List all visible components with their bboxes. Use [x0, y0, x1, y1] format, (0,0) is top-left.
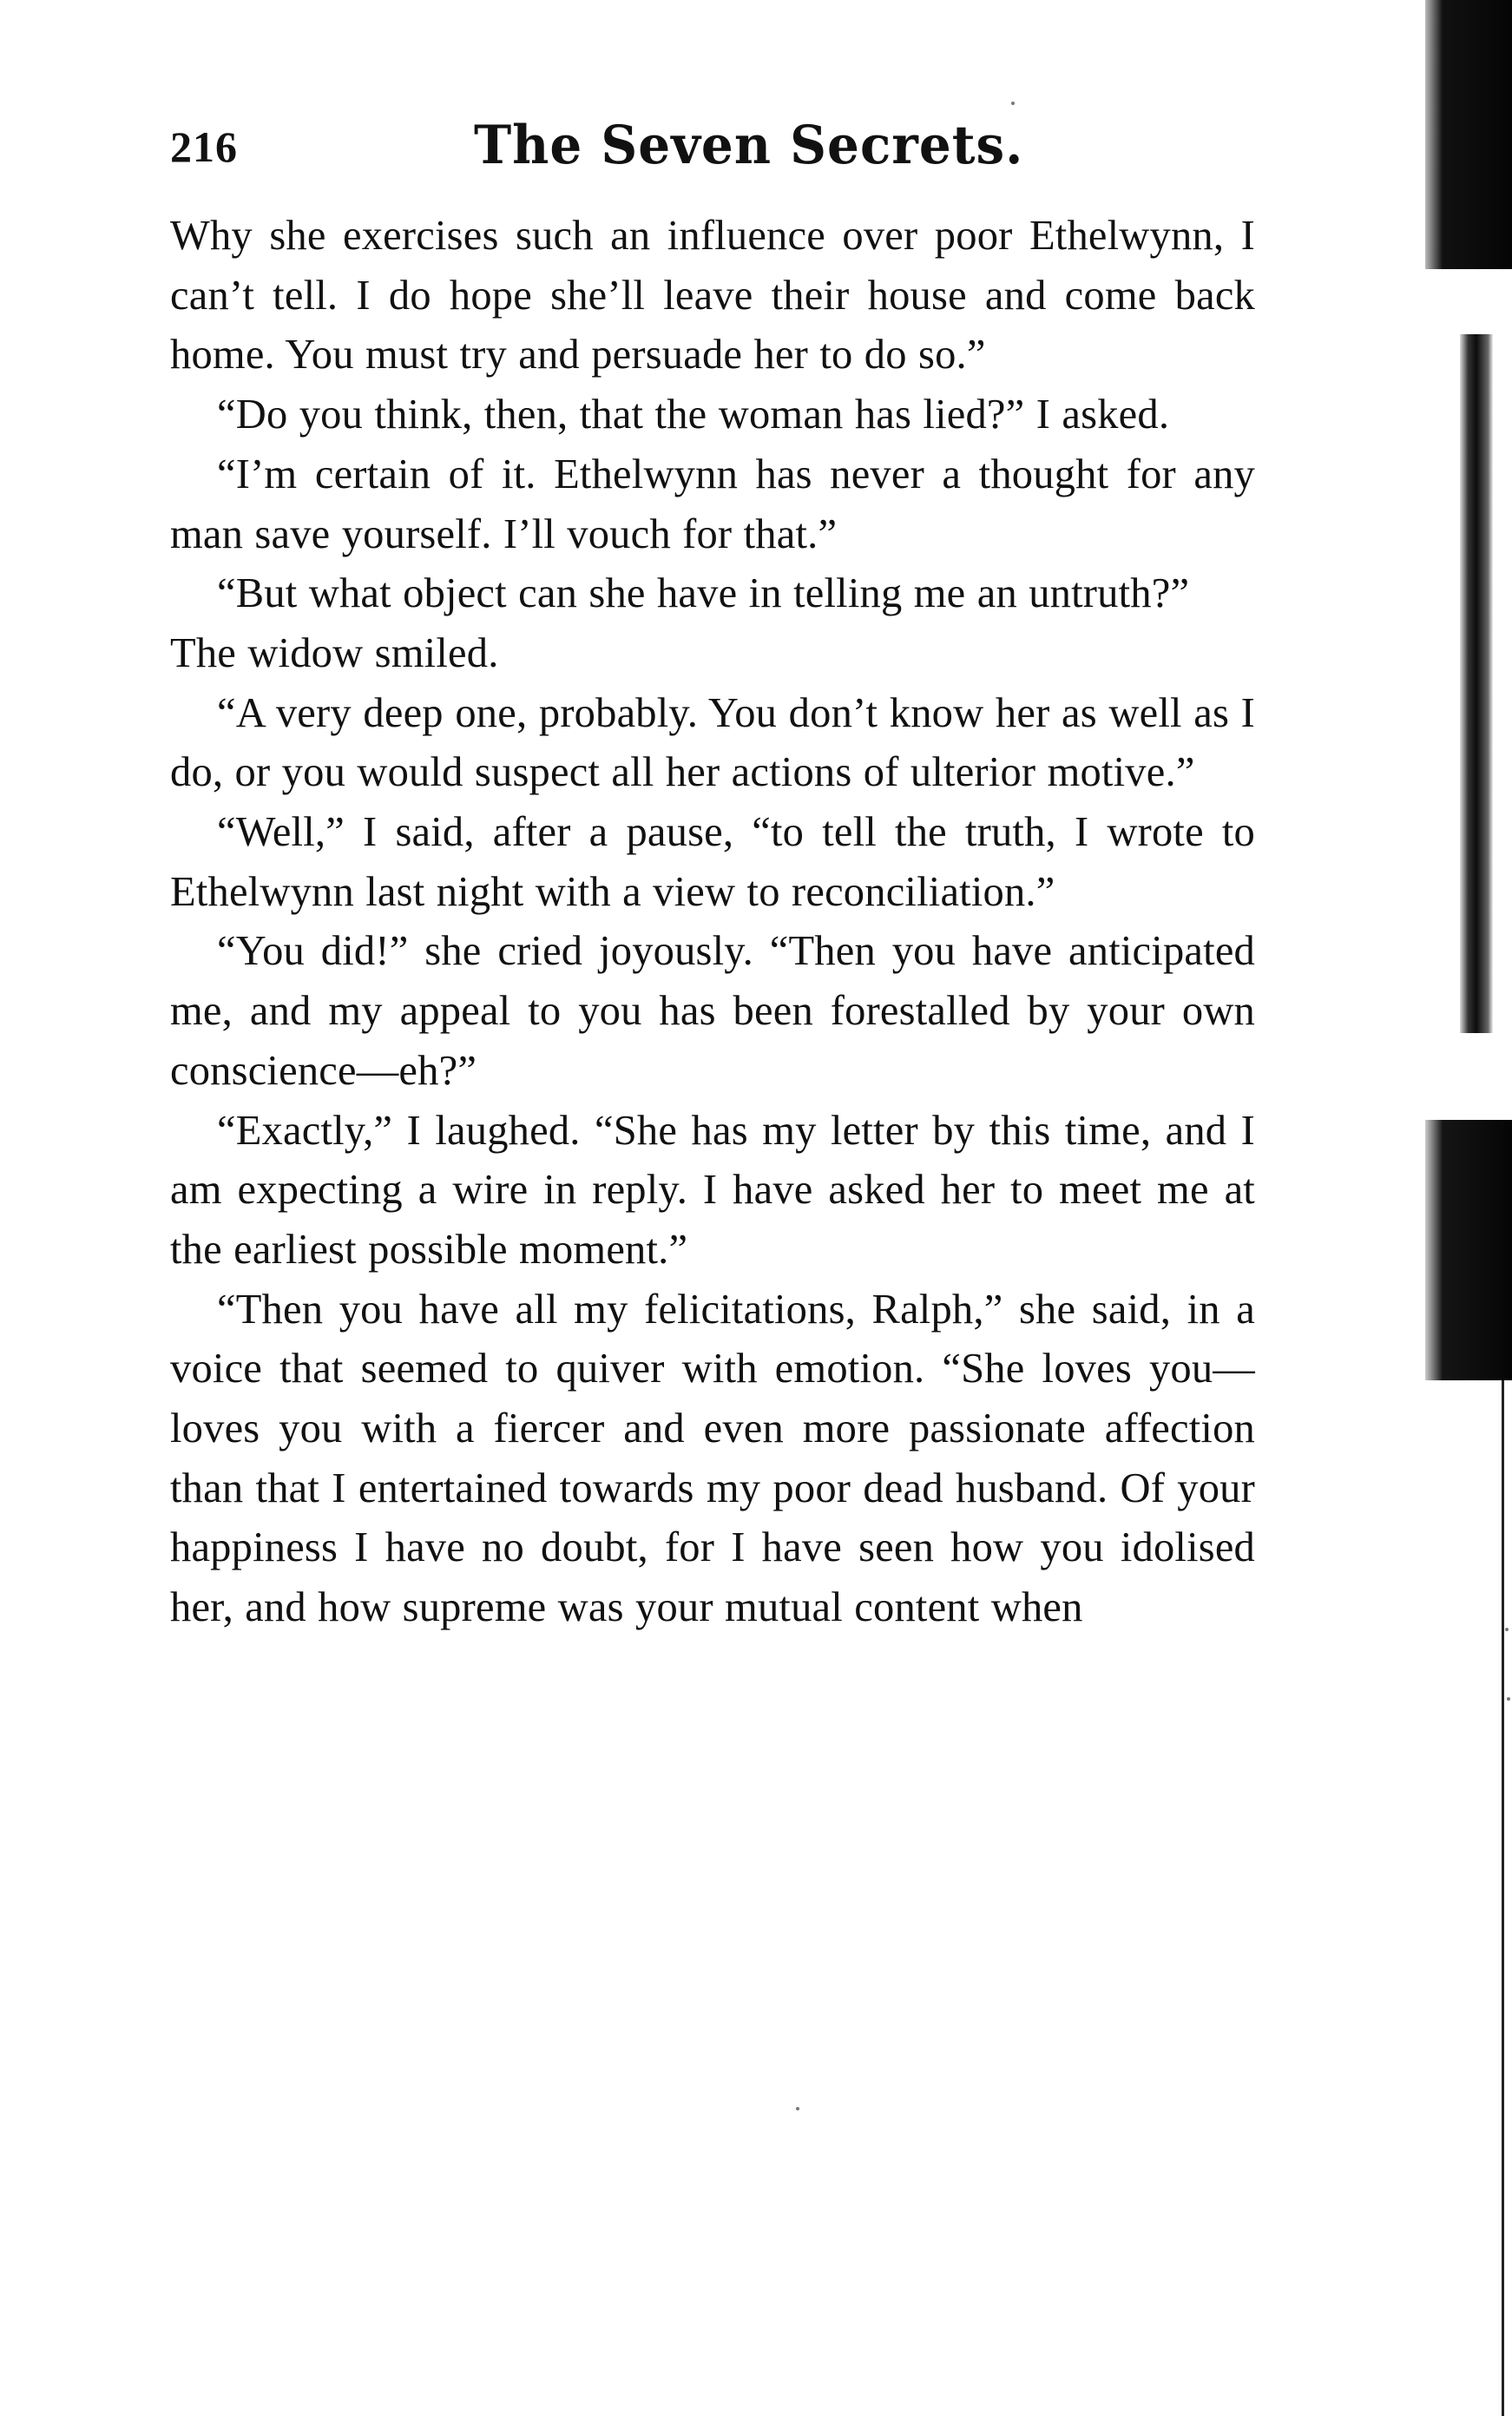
- body-text: [170, 207, 1255, 1638]
- scan-edge-shadow: [1356, 0, 1512, 2416]
- paragraph-2: “Do you think, then, that the woman has lied?” I asked.: [217, 392, 1170, 438]
- paragraph-7: “Well,” I said, after a pause, “to tell the truth, I wrote to Ethelwynn last night with a view to reconciliation.”: [170, 809, 1255, 915]
- scan-shadow-lower: [1425, 1120, 1512, 1380]
- scan-shadow-top: [1425, 0, 1512, 269]
- paragraph-8: “You did!” she cried joyously. “Then you have anticipated me, and my appeal to you has been forestalled by your own conscience—eh?”: [170, 928, 1255, 1094]
- paragraph-5: The widow smiled.: [170, 629, 499, 676]
- paragraph-10: “Then you have all my felicitations, Ralph,” she said, in a voice that seemed to quiver with emotion. “She loves you—loves you with a fiercer and even more passionate affection than that I entertained towards my poor dead husband. Of your happiness I have no doubt, for I have seen how you idolised her, and how supreme was your mutual content when: [170, 1286, 1255, 1631]
- paragraph-4: “But what object can she have in telling me an untruth?”: [217, 570, 1190, 617]
- page-header: [170, 109, 1255, 191]
- paragraph-9: “Exactly,” I laughed. “She has my letter by this time, and I am expecting a wire in reply. I have asked her to meet me at the earliest possible moment.”: [170, 1107, 1255, 1273]
- paragraph-6: “A very deep one, probably. You don’t know her as well as I do, or you would suspect all her actions of ulterior motive.”: [170, 689, 1255, 796]
- paragraph-3: “I’m certain of it. Ethelwynn has never a thought for any man save yourself. I’ll vouch for that.”: [170, 451, 1255, 557]
- running-title: The Seven Secrets.: [474, 114, 1024, 176]
- scan-shadow-middle: [1460, 334, 1493, 1033]
- scan-edge-line: [1502, 1380, 1504, 2416]
- scan-speck: [796, 2107, 799, 2110]
- page-number: 216: [170, 122, 238, 171]
- scan-speck: [1507, 1697, 1510, 1701]
- scan-speck: [1011, 102, 1015, 105]
- scan-speck: [1505, 1628, 1509, 1631]
- paragraph-1: Why she exercises such an influence over poor Ethelwynn, I can’t tell. I do hope she’ll leave their house and come back home. You must try and persuade her to do so.”: [170, 213, 1255, 379]
